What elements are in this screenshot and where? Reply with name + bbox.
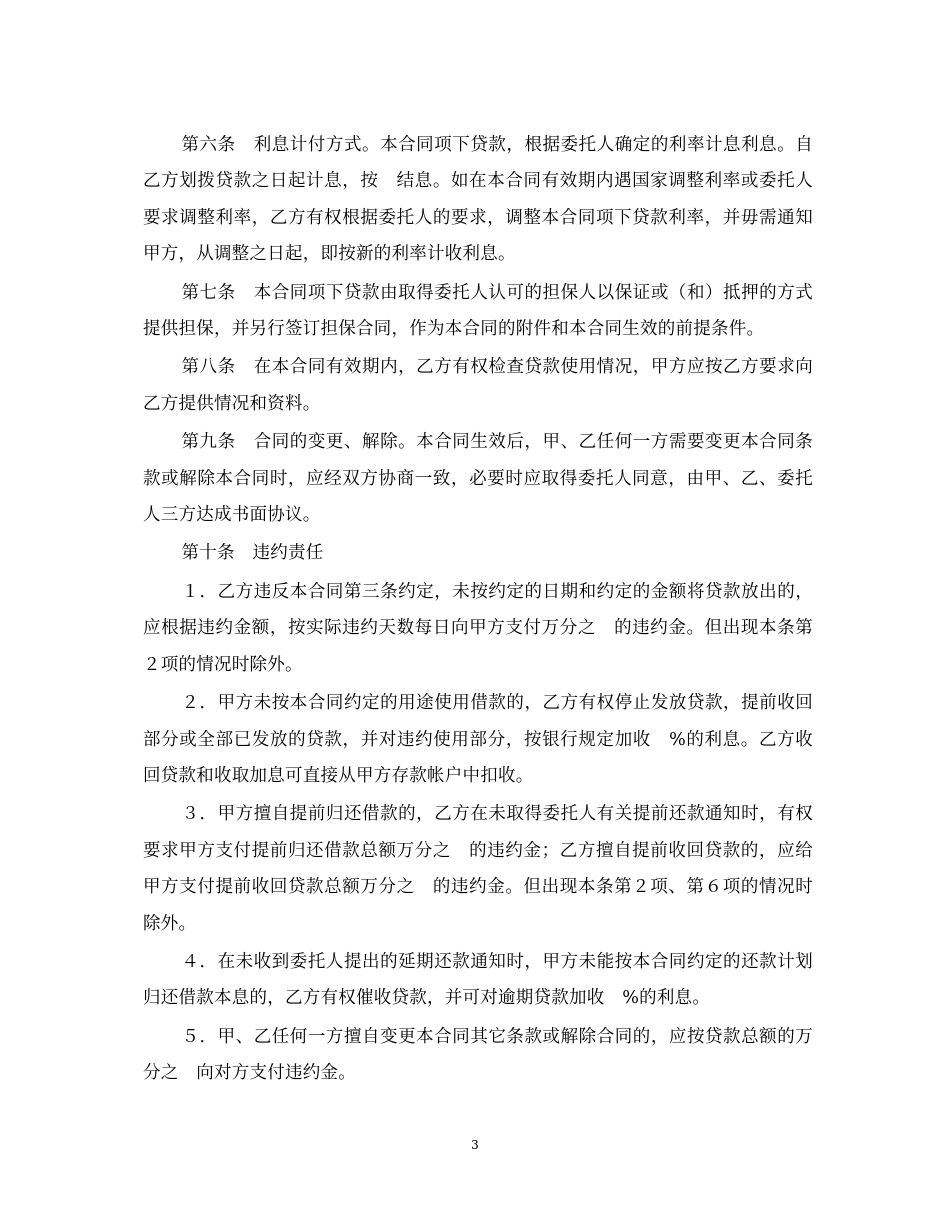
clause-1-paragraph: １．乙方违反本合同第三条约定，未按约定的日期和约定的金额将贷款放出的，应根据违约金额，按实际违约天数每日向甲方支付万分之 的违约金。但出现本条第２项的情况时除外。 xyxy=(143,581,813,675)
document-body xyxy=(143,127,813,1092)
article-9-paragraph: 第九条 合同的变更、解除。本合同生效后，甲、乙任何一方需要变更本合同条款或解除本合同时，应经双方协商一致，必要时应取得委托人同意，由甲、乙、委托人三方达成书面协议。 xyxy=(143,432,813,526)
article-6-paragraph: 第六条 利息计付方式。本合同项下贷款，根据委托人确定的利率计息利息。自乙方划拨贷款之日起计息，按 结息。如在本合同有效期内遇国家调整利率或委托人要求调整利率，乙方有权根据委托人的要求，调整本合同项下贷款利率，并毋需通知甲方，从调整之日起，即按新的利率计收利息。 xyxy=(143,135,813,265)
clause-5-paragraph: ５．甲、乙任何一方擅自变更本合同其它条款或解除合同的，应按贷款总额的万分之 向对方支付违约金。 xyxy=(143,1026,813,1084)
clause-2-paragraph: ２．甲方未按本合同约定的用途使用借款的，乙方有权停止发放贷款，提前收回部分或全部已发放的贷款，并对违约使用部分，按银行规定加收 %的利息。乙方收回贷款和收取加息可直接从甲方存款帐户中扣收。 xyxy=(143,693,813,786)
clause-4-paragraph: ４．在未收到委托人提出的延期还款通知时，甲方未能按本合同约定的还款计划归还借款本息的，乙方有权催收贷款，并可对逾期贷款加收 %的利息。 xyxy=(143,951,813,1009)
page-number: 3 xyxy=(471,1138,479,1152)
article-8-paragraph: 第八条 在本合同有效期内，乙方有权检查贷款使用情况，甲方应按乙方要求向乙方提供情况和资料。 xyxy=(143,357,813,414)
clause-3-paragraph: ３．甲方擅自提前归还借款的，乙方在未取得委托人有关提前还款通知时，有权要求甲方支付提前归还借款总额万分之 的违约金；乙方擅自提前收回贷款的，应给甲方支付提前收回贷款总额万分之 的违约金。但出现本条第２项、第６项的情况时除外。 xyxy=(143,804,813,934)
article-10-heading: 第十条 违约责任 xyxy=(181,543,324,564)
article-7-paragraph: 第七条 本合同项下贷款由取得委托人认可的担保人以保证或（和）抵押的方式提供担保，并另行签订担保合同，作为本合同的附件和本合同生效的前提条件。 xyxy=(143,282,813,340)
